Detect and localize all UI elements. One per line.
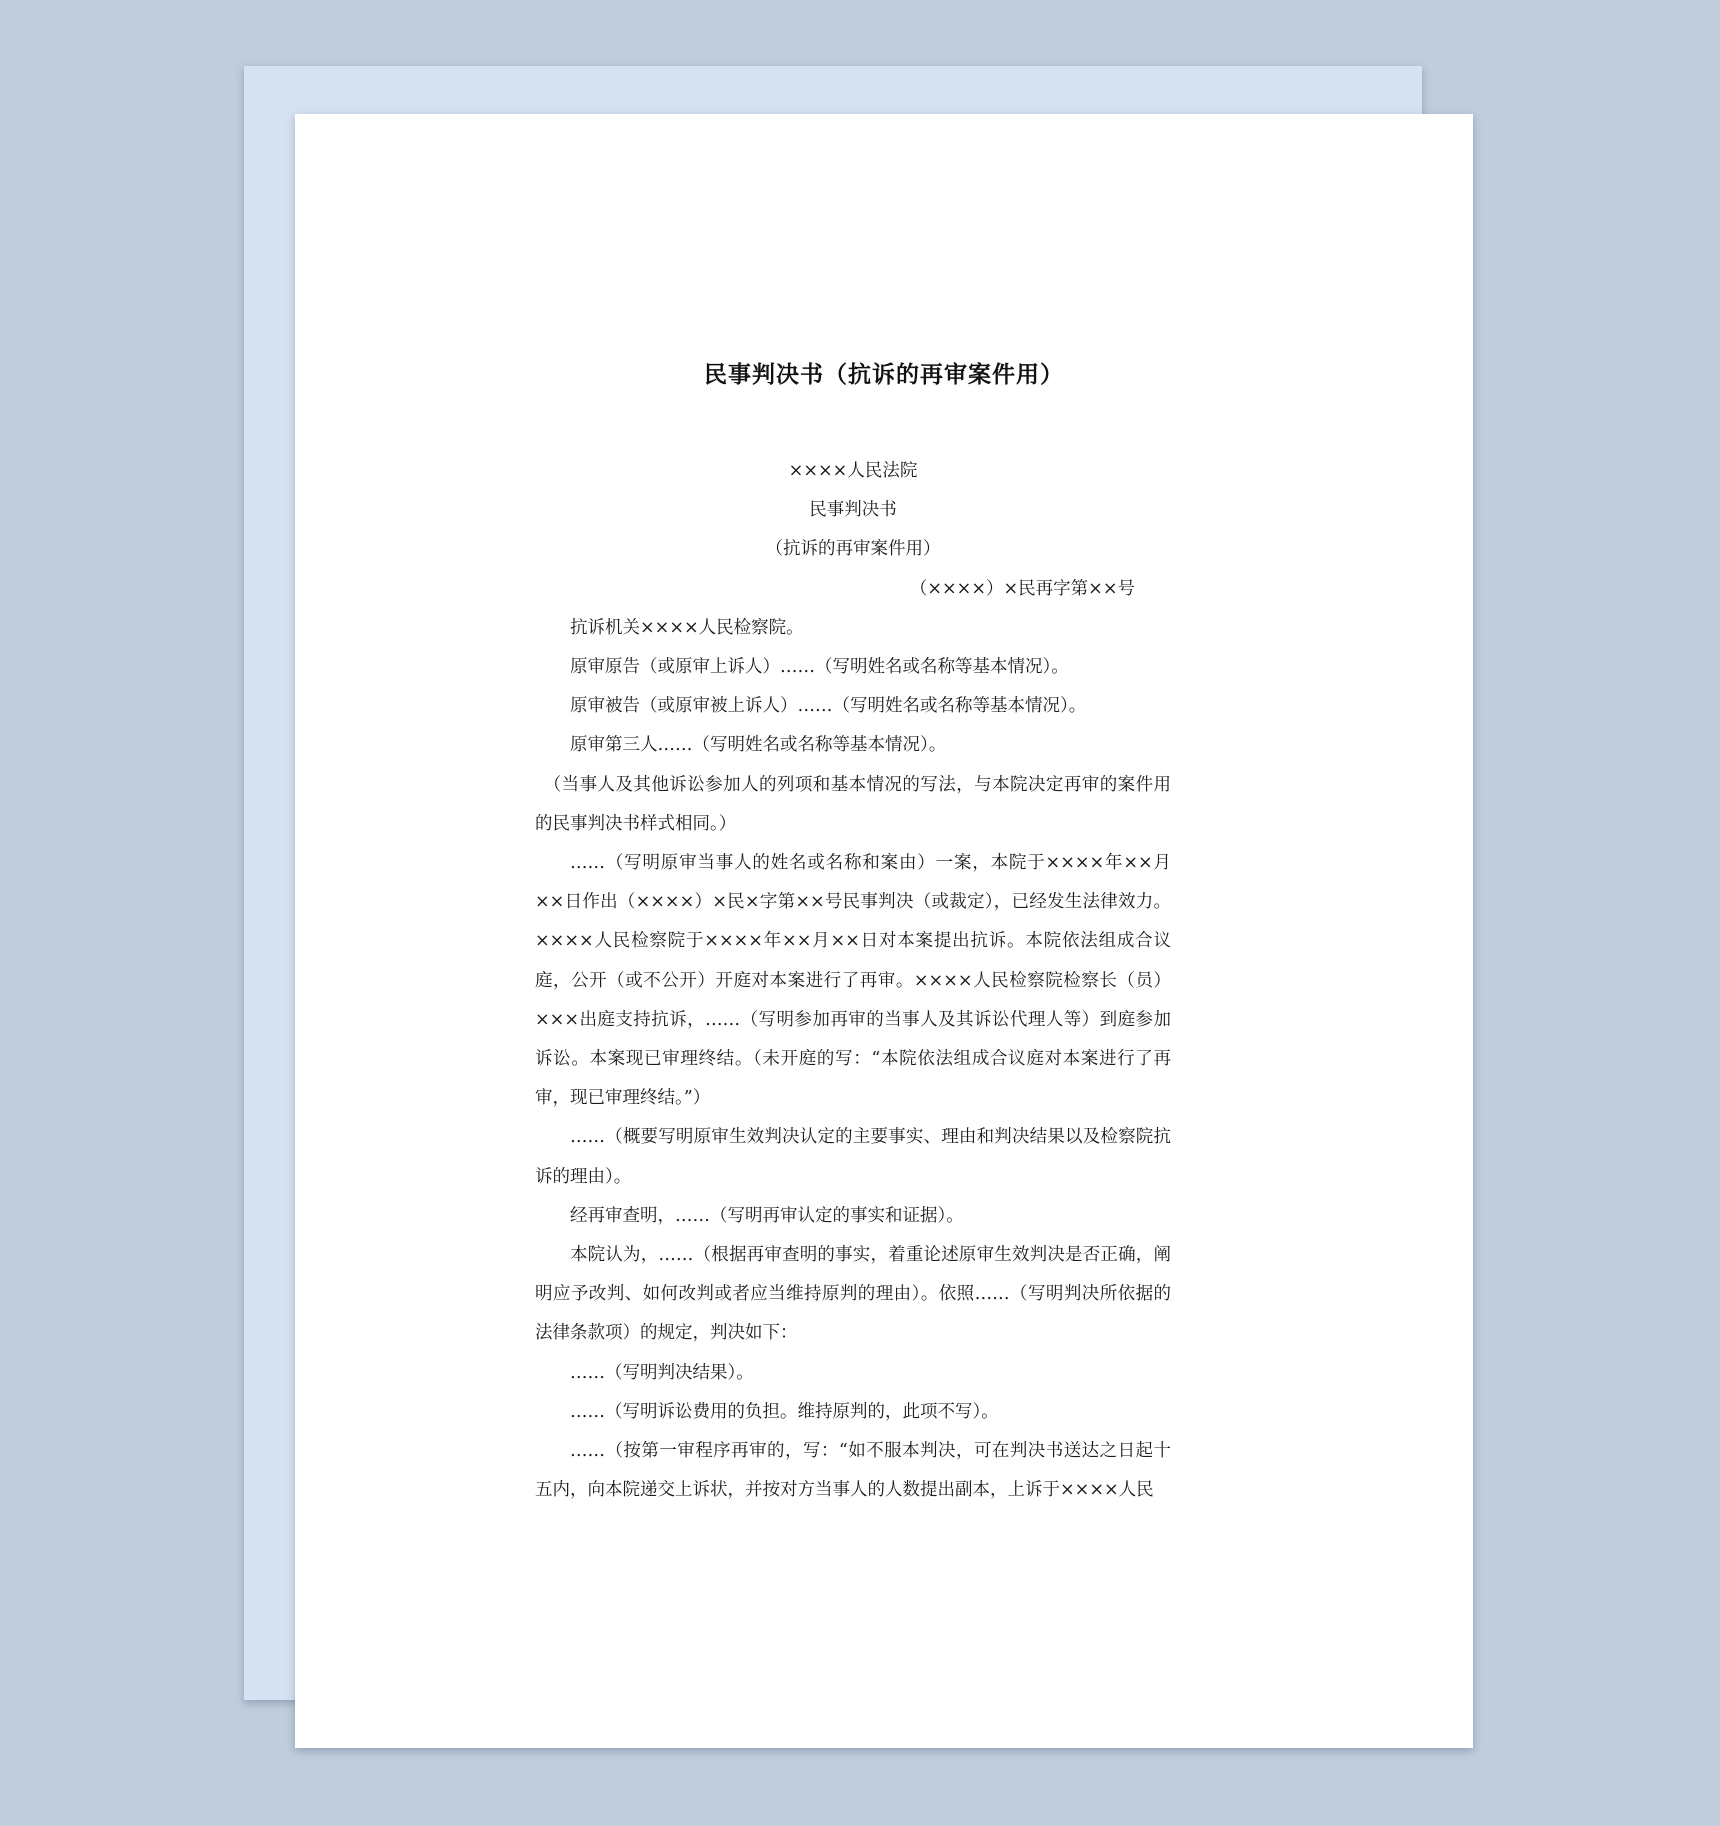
paragraph-retrial-findings: 经再审查明，……（写明再审认定的事实和证据）。 xyxy=(570,1205,964,1226)
paragraph-court-opinion: 本院认为，……（根据再审查明的事实，着重论述原审生效判决是否正确，阐明应予改判、如何改判或者应当维持原判的理由）。依照……（写明判决所依据的法律条款项）的规定，判决如下： xyxy=(535,1245,1171,1344)
doc-type: 民事判决书 xyxy=(809,500,897,521)
paragraph-original-judgment-summary: ……（概要写明原审生效判决认定的主要事实、理由和判决结果以及检察院抗诉的理由）。 xyxy=(535,1127,1171,1187)
paragraph-litigation-costs: ……（写明诉讼费用的负担。维持原判的，此项不写）。 xyxy=(570,1401,999,1422)
document-title: 民事判决书（抗诉的再审案件用） xyxy=(704,361,1064,388)
court-name: ××××人民法院 xyxy=(788,461,918,481)
paragraph-party-note: （当事人及其他诉讼参加人的列项和基本情况的写法，与本院决定再审的案件用的民事判决书样式相同。） xyxy=(535,774,1171,834)
paragraph-case-history: ……（写明原审当事人的姓名或名称和案由）一案，本院于××××年××月××日作出（××××）×民×字第××号民事判决（或裁定），已经发生法律效力。××××人民检察院于××××年××月××日对本案提出抗诉。本院依法组成合议庭，公开（或不公开）开庭对本案进行了再审。××××人民检察院检察长（员）×××出庭支持抗诉，……（写明参加再审的当事人及其诉讼代理人等）到庭参加诉讼。本案现已审理终结。（未开庭的写：“本院依法组成合议庭对本案进行了再审，现已审理终结。”） xyxy=(535,853,1171,1109)
doc-subtype: （抗诉的再审案件用） xyxy=(765,539,941,560)
paragraph-third-party: 原审第三人……（写明姓名或名称等基本情况）。 xyxy=(570,735,947,756)
paragraph-appeal-notice: ……（按第一审程序再审的，写：“如不服本判决，可在判决书送达之日起十五内，向本院递交上诉状，并按对方当事人的人数提出副本，上诉于××××人民 xyxy=(535,1441,1171,1501)
paragraph-original-plaintiff: 原审原告（或原审上诉人）……（写明姓名或名称等基本情况）。 xyxy=(570,657,1069,678)
document-body xyxy=(535,452,1171,1510)
paragraph-prosecuting-authority: 抗诉机关××××人民检察院。 xyxy=(570,617,804,638)
document-page xyxy=(295,114,1473,1748)
paragraph-judgment-result: ……（写明判决结果）。 xyxy=(570,1362,754,1383)
case-number: （××××）×民再字第××号 xyxy=(909,578,1135,599)
paragraph-original-defendant: 原审被告（或原审被上诉人）……（写明姓名或名称等基本情况）。 xyxy=(570,696,1087,717)
